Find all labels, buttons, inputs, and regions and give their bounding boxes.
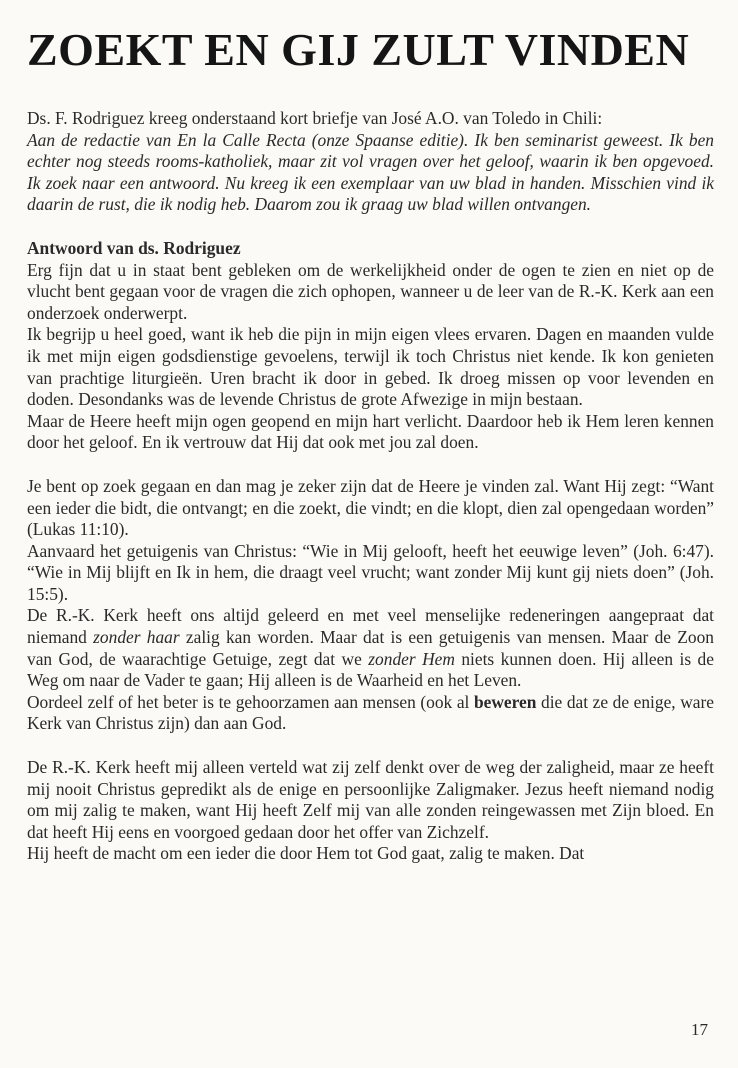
paragraph-7-text-c: die dat ze de enige, ware Kerk van Christus zijn) dan aan God. bbox=[27, 691, 715, 734]
paragraph-9: Hij heeft de macht om een ieder die door Hem tot God gaat, zalig te maken. Dat bbox=[27, 843, 585, 864]
emphasis-zonder-hem: zonder Hem bbox=[368, 648, 455, 669]
paragraph-4: Je bent op zoek gegaan en dan mag je zeker zijn dat de Heere je vinden zal. Want Hij zegt: “Want een ieder die bidt, die ontvangt; en die zoekt, die vindt; en die klopt, dien zal opengedaan worden” (Lukas 11:10). bbox=[27, 475, 714, 540]
reader-letter: Aan de redactie van En la Calle Recta (onze Spaanse editie). Ik ben seminarist geweest. Ik ben echter nog steeds rooms-katholiek, maar zit vol vragen over het geloof, waarin ik ben opgevoed. Ik zoek naar een antwoord. Nu kreeg ik een exemplaar van uw blad in handen. Misschien vind ik daarin de rust, die ik nodig heb. Daarom zou ik graag uw blad willen ontvangen. bbox=[27, 129, 714, 215]
paragraph-6-text-c: zalig kan worden. Maar dat is een getuigenis van mensen. Maar de Zoon van God, de waarachtige Getuige, zegt dat we bbox=[27, 627, 715, 669]
paragraph-3: Maar de Heere heeft mijn ogen geopend en mijn hart verlicht. Daardoor heb ik Hem leren kennen door het geloof. En ik vertrouw dat Hij dat ook met jou zal doen. bbox=[27, 410, 714, 453]
paragraph-8: De R.-K. Kerk heeft mij alleen verteld wat zij zelf denkt over de weg der zaligheid, maar ze heeft mij nooit Christus gepredikt als de enige en persoonlijke Zaligmaker. Jezus heeft niemand nodig om mij zalig te maken, want Hij heeft Zelf mij van alle zonden reingewassen met Zijn bloed. En dat heeft Hij eens en voorgoed gedaan door het offer van Zichzelf. bbox=[27, 757, 714, 842]
intro-paragraph: Ds. F. Rodriguez kreeg onderstaand kort briefje van José A.O. van Toledo in Chili: bbox=[27, 108, 603, 128]
paragraph-6 bbox=[27, 605, 714, 691]
article-body bbox=[27, 108, 714, 865]
paragraph-spacer bbox=[27, 735, 714, 757]
paragraph-spacer bbox=[27, 454, 714, 476]
emphasis-beweren: beweren bbox=[473, 691, 537, 712]
paragraph-7 bbox=[27, 692, 714, 735]
paragraph-2: Ik begrijp u heel goed, want ik heb die pijn in mijn eigen vlees ervaren. Dagen en maanden vulde ik met mijn eigen godsdienstige gevoelens, terwijl ik toch Christus niet kende. Ik kon genieten van prachtige liturgieën. Uren bracht ik door in gebed. Ik droeg missen op voor levenden en doden. Desondanks was de levende Christus de grote Afwezige in mijn bestaan. bbox=[27, 324, 714, 410]
paragraph-5: Aanvaard het getuigenis van Christus: “Wie in Mij gelooft, heeft het eeuwige leven” (Joh. 6:47). “Wie in Mij blijft en Ik in hem, die draagt veel vrucht; want zonder Mij kunt gij niets doen” (Joh. 15:5). bbox=[27, 540, 714, 604]
paragraph-6-text-a: De R.-K. Kerk heeft ons altijd geleerd en met veel menselijke redeneringen aangepraat dat niemand bbox=[27, 605, 714, 648]
paragraph-7-text-a: Oordeel zelf of het beter is te gehoorzamen aan mensen (ook al bbox=[27, 691, 474, 712]
paragraph-1: Erg fijn dat u in staat bent gebleken om de werkelijkheid onder de ogen te zien en niet op de vlucht bent gegaan voor de vragen die zich ophopen, wanneer u de leer van de R.-K. Kerk aan een onderzoek onderwerpt. bbox=[27, 259, 714, 323]
emphasis-zonder-haar: zonder haar bbox=[93, 627, 180, 648]
answer-heading: Antwoord van ds. Rodriguez bbox=[27, 237, 241, 258]
page-number: 17 bbox=[691, 1020, 708, 1039]
paragraph-6-text-e: niets kunnen doen. Hij alleen is de Weg om naar de Vader te gaan; Hij alleen is de Waarheid en het Leven. bbox=[27, 648, 714, 691]
article-title: ZOEKT EN GIJ ZULT VINDEN bbox=[27, 24, 690, 75]
